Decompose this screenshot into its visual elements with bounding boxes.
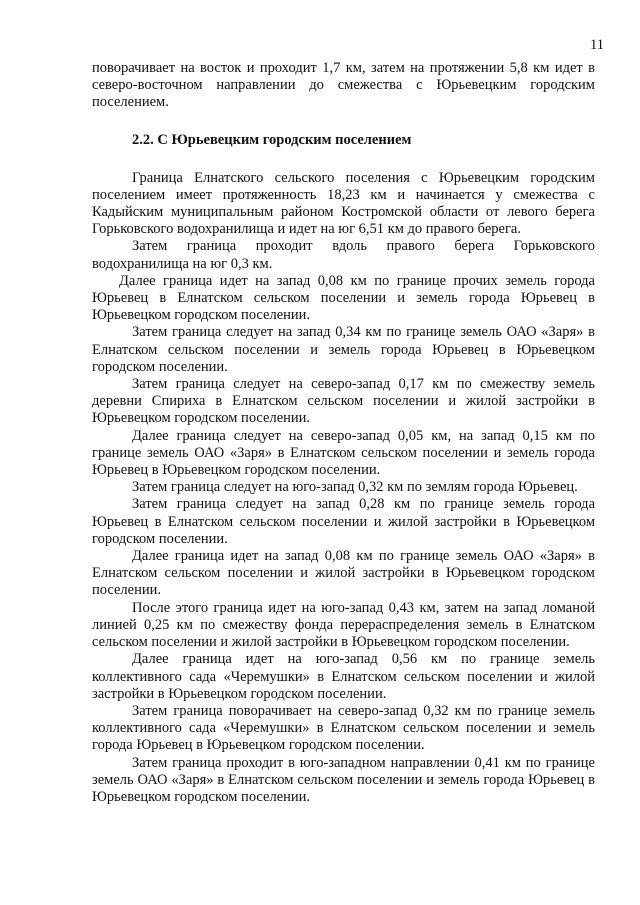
paragraph: Затем граница следует на юго-запад 0,32 км по землям города Юрьевец.: [132, 479, 578, 496]
paragraph: Затем граница поворачивает на северо-запад 0,32 км по границе земель коллективного сада «Черемушки» в Елнатском сельском поселении и земель города Юрьевец в Юрьевецком городском поселении.: [92, 702, 595, 754]
paragraph: Далее граница идет на запад 0,08 км по границе прочих земель города Юрьевец в Елнатском сельском поселении и земель города Юрьевец в Юрьевецком городском поселении.: [92, 272, 595, 324]
intro-paragraph: поворачивает на восток и проходит 1,7 км, затем на протяжении 5,8 км идет в северо-восточном направлении до смежества с Юрьевецким городским поселением.: [92, 60, 595, 111]
paragraph: Затем граница проходит вдоль правого берега Горьковского водохранилища на юг 0,3 км.: [92, 238, 595, 272]
paragraph: Далее граница идет на запад 0,08 км по границе земель ОАО «Заря» в Елнатском сельском поселении и жилой застройки в Юрьевецком городском поселении.: [92, 548, 595, 599]
paragraph: Граница Елнатского сельского поселения с Юрьевецким городским поселением имеет протяженность 18,23 км и начинается у смежества с Кадыйским муниципальным районом Костромской области от левого берега Горьковского водохранилища и идет на юг 6,51 км до правого берега.: [92, 169, 595, 238]
section-heading: 2.2. С Юрьевецким городским поселением: [132, 131, 412, 148]
paragraph: Далее граница идет на юго-запад 0,56 км по границе земель коллективного сада «Черемушки» в Елнатском сельском поселении и жилой застройки в Юрьевецком городском поселении.: [92, 651, 595, 702]
paragraph: Затем граница следует на северо-запад 0,17 км по смежеству земель деревни Спириха в Елнатском сельском поселении и жилой застройки в Юрьевецком городском поселении.: [92, 376, 595, 427]
paragraph: Далее граница следует на северо-запад 0,05 км, на запад 0,15 км по границе земель ОАО «Заря» в Елнатском сельском поселении и земель города Юрьевец в Юрьевецком городском поселении.: [92, 427, 595, 479]
paragraph: После этого граница идет на юго-запад 0,43 км, затем на запад ломаной линией 0,25 км по смежеству фонда перераспределения земель в Елнатском сельском поселении и жилой застройки в Юрьевецком городском поселении.: [92, 599, 595, 651]
paragraph: Затем граница следует на запад 0,34 км по границе земель ОАО «Заря» в Елнатском сельском поселении и земель города Юрьевец в Юрьевецком городском поселении.: [92, 324, 595, 375]
page-number: 11: [590, 37, 604, 53]
document-body: [92, 60, 595, 806]
paragraph: Затем граница проходит в юго-западном направлении 0,41 км по границе земель ОАО «Заря» в Елнатском сельском поселении и земель города Юрьевец в Юрьевецком городском поселении.: [92, 754, 595, 805]
paragraph: Затем граница следует на запад 0,28 км по границе земель города Юрьевец в Елнатском сельском поселении и жилой застройки в Юрьевецком городском поселении.: [92, 496, 595, 547]
